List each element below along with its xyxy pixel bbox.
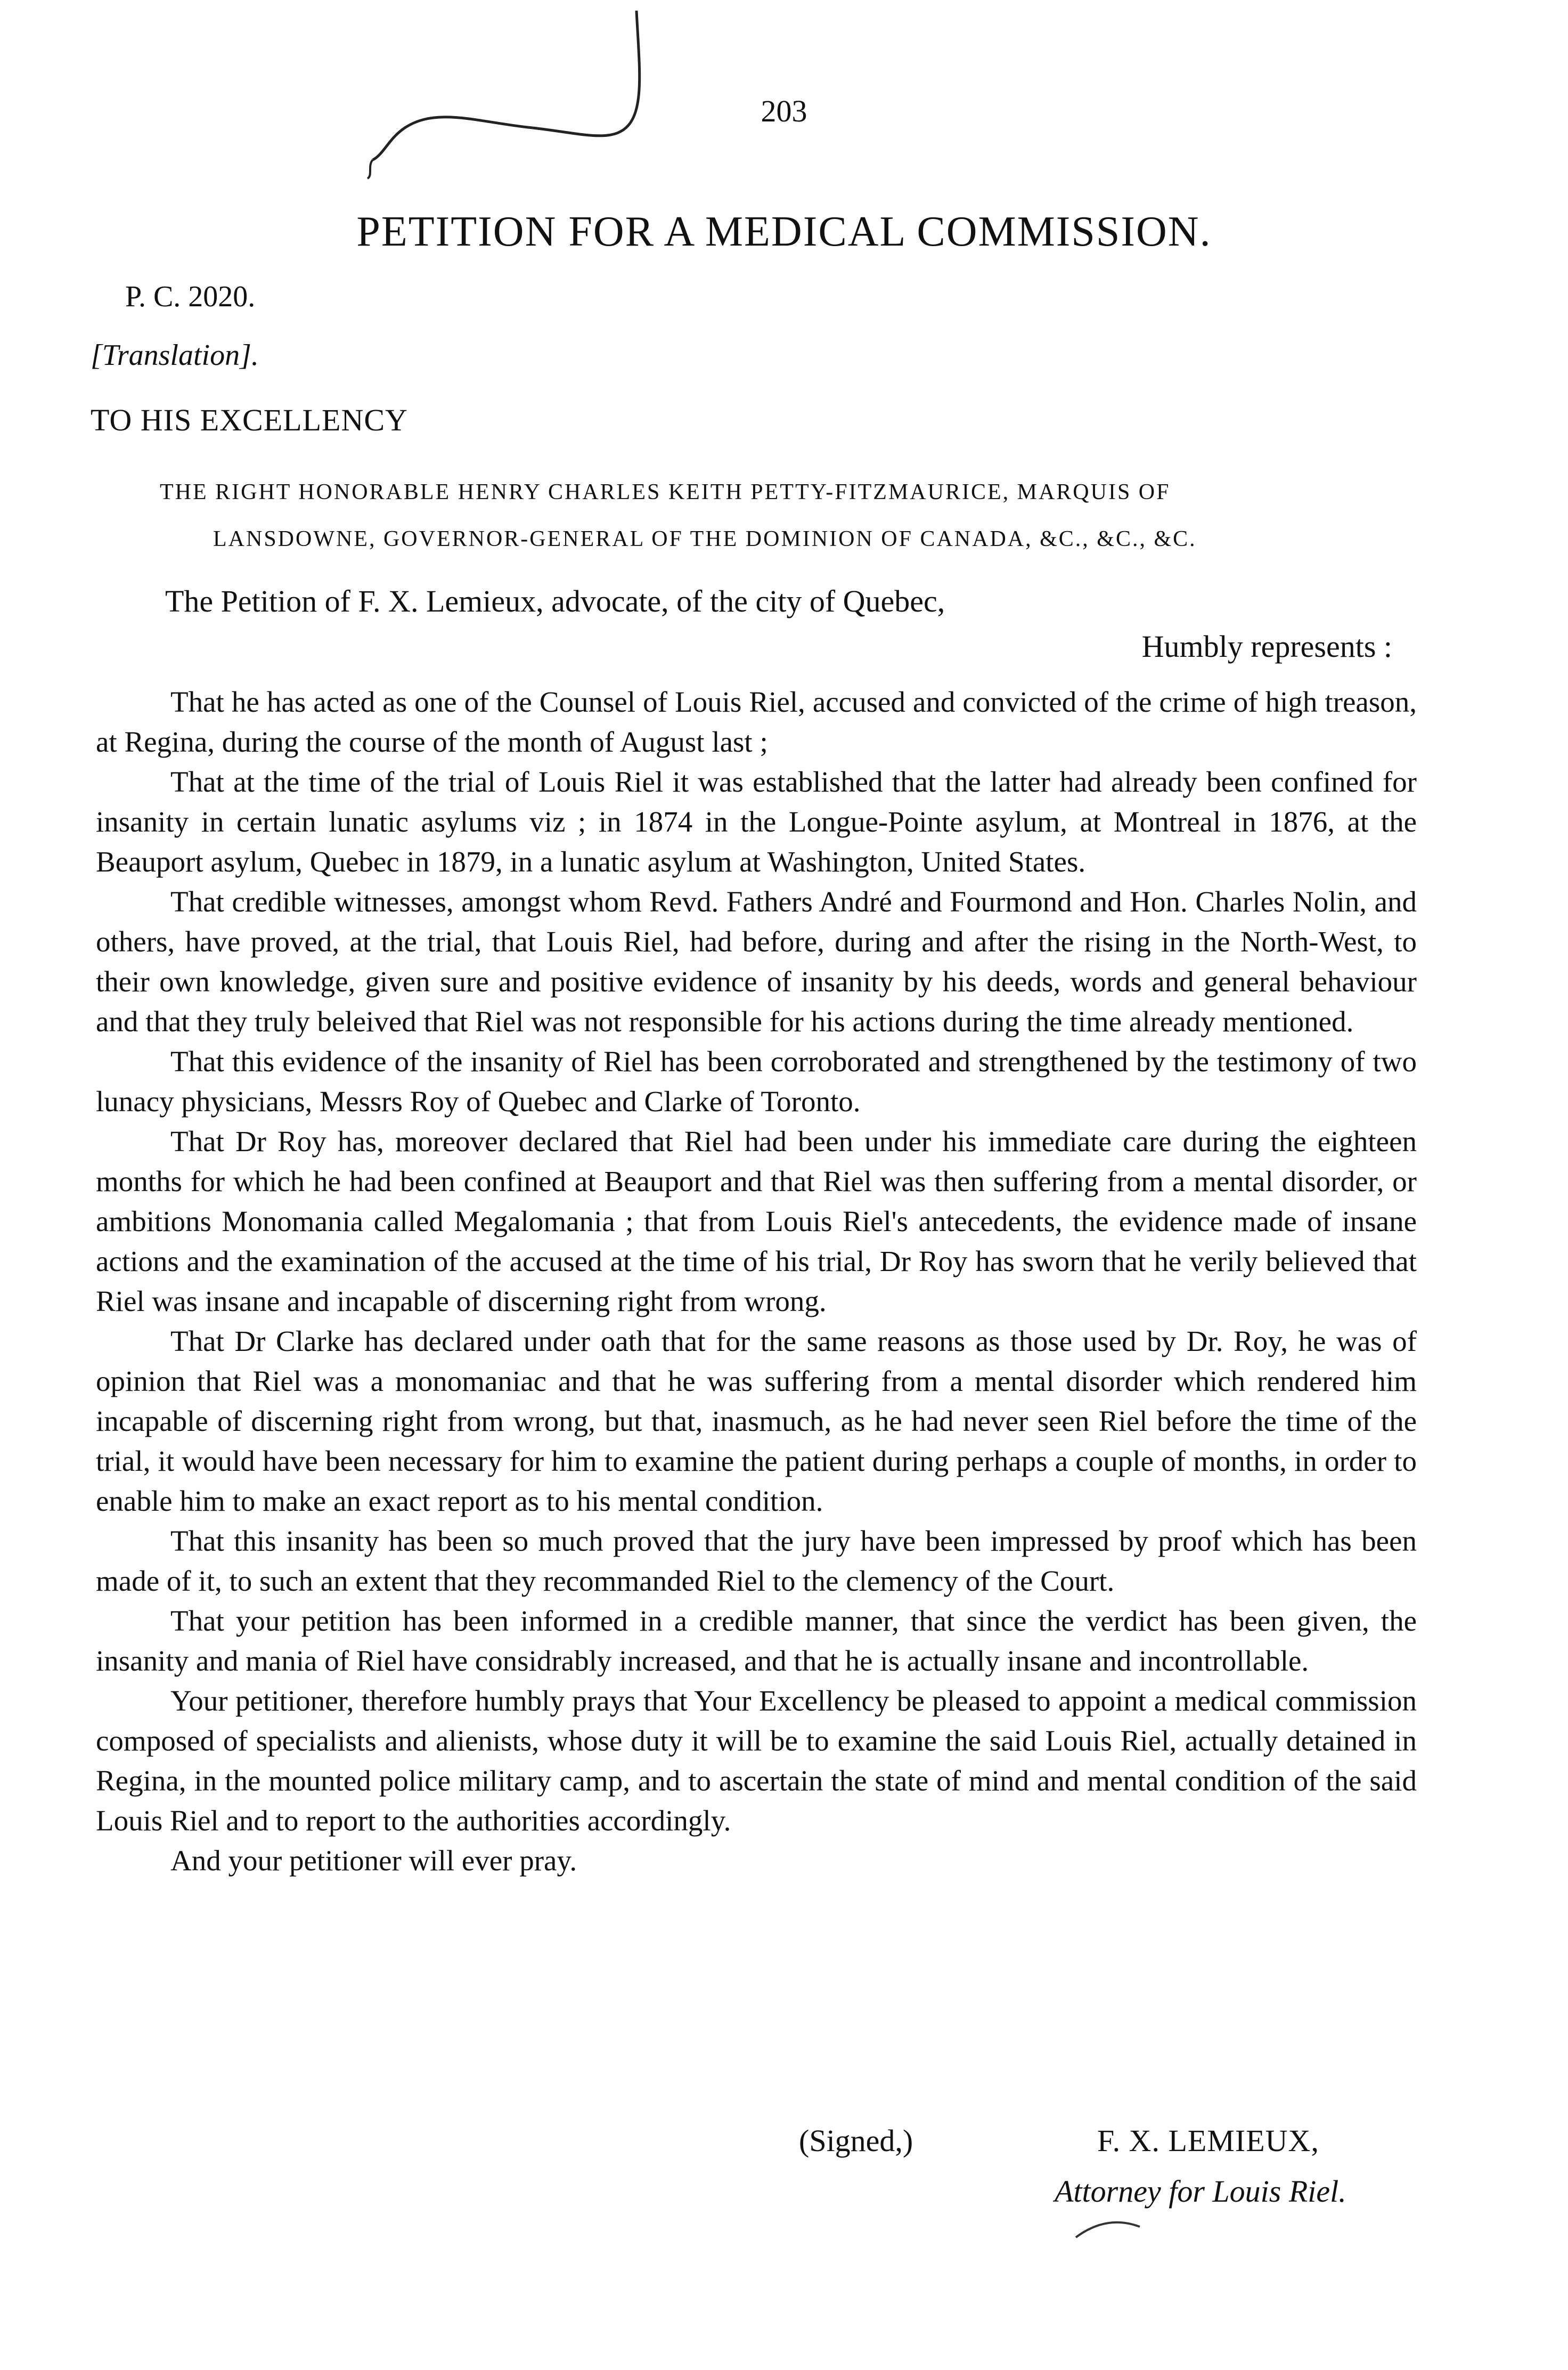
- salutation: TO HIS EXCELLENCY: [91, 403, 408, 437]
- paragraph: And your petitioner will ever pray.: [170, 1844, 577, 1877]
- signed-label: (Signed,): [799, 2123, 913, 2158]
- paragraph: That your petition has been informed in a credible manner, that since the verdict has been given, the insanity and mania of Riel have considrably increased, and that he is actually insane and incontrollable.: [96, 1605, 1417, 1677]
- page-title: PETITION FOR A MEDICAL COMMISSION.: [356, 208, 1212, 255]
- paragraph: That he has acted as one of the Counsel of Louis Riel, accused and convicted of the crime of high treason, at Regina, during the course of the month of August last ;: [96, 686, 1417, 758]
- paragraph: That Dr Roy has, moreover declared that Riel had been under his immediate care during the eighteen months for which he had been confined at Beauport and that Riel was then suffering from a mental disorder, or ambitions Monomania called Megalomania ; that from Louis Riel's antecedents, the evidence made of insane actions and the examination of the accused at the time of his trial, Dr Roy has sworn that he verily believed that Riel was insane and incapable of discerning right from wrong.: [96, 1125, 1417, 1317]
- paragraph: Your petitioner, therefore humbly prays that Your Excellency be pleased to appoint a medical commission composed of specialists and alienists, whose duty it will be to examine the said Louis Riel, actually detained in Regina, in the mounted police military camp, and to ascertain the state of mind and mental condition of the said Louis Riel and to report to the authorities accordingly.: [96, 1684, 1417, 1837]
- humbly-represents: Humbly represents :: [1141, 629, 1392, 664]
- signatory-name: F. X. LEMIEUX,: [1097, 2123, 1319, 2158]
- addressee-block: [160, 469, 1465, 563]
- addressee-line-1: THE RIGHT HONORABLE HENRY CHARLES KEITH PETTY-FITZMAURICE, MARQUIS OF: [160, 480, 1171, 504]
- petition-body: [96, 682, 1417, 1880]
- petition-intro: The Petition of F. X. Lemieux, advocate, of the city of Quebec,: [165, 584, 945, 618]
- translation-note: [Translation].: [91, 339, 259, 372]
- page-number: 203: [761, 94, 807, 128]
- addressee-line-2: LANSDOWNE, GOVERNOR-GENERAL OF THE DOMINION OF CANADA, &C., &C., &C.: [213, 527, 1197, 551]
- paragraph: That at the time of the trial of Louis Riel it was established that the latter had already been confined for insanity in certain lunatic asylums viz ; in 1874 in the Longue-Pointe asylum, at Montreal in 1876, at the Beauport asylum, Quebec in 1879, in a lunatic asylum at Washington, United States.: [96, 765, 1417, 878]
- reference-number: P. C. 2020.: [125, 280, 256, 313]
- paragraph: That this insanity has been so much proved that the jury have been impressed by proof which has been made of it, to such an extent that they recommanded Riel to the clemency of the Court.: [96, 1525, 1417, 1597]
- paragraph: That credible witnesses, amongst whom Revd. Fathers André and Fourmond and Hon. Charles Nolin, and others, have proved, at the trial, that Louis Riel, had before, during and after the rising in the North-West, to their own knowledge, given sure and positive evidence of insanity by his deeds, words and general behaviour and that they truly beleived that Riel was not responsible for his actions during the time already mentioned.: [96, 885, 1417, 1038]
- paragraph: That this evidence of the insanity of Riel has been corroborated and strengthened by the testimony of two lunacy physicians, Messrs Roy of Quebec and Clarke of Toronto.: [96, 1045, 1417, 1118]
- signatory-role: Attorney for Louis Riel.: [1055, 2174, 1346, 2209]
- paragraph: That Dr Clarke has declared under oath that for the same reasons as those used by Dr. Roy, he was of opinion that Riel was a monomaniac and that he was suffering from a mental disorder which rendered him incapable of discerning right from wrong, but that, inasmuch, as he had never seen Riel before the time of the trial, it would have been necessary for him to examine the patient during perhaps a couple of months, in order to enable him to make an exact report as to his mental condition.: [96, 1325, 1417, 1517]
